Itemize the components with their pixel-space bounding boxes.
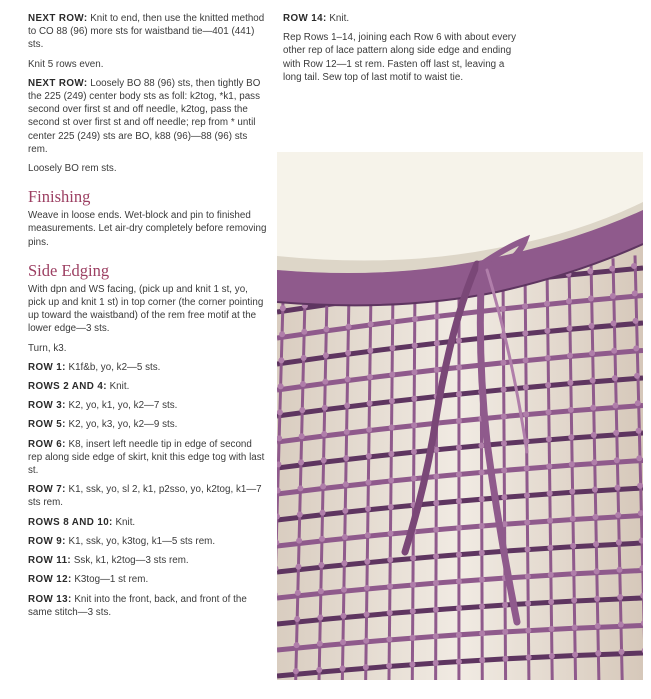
row-text: K3tog—1 st rem. <box>74 574 149 586</box>
lace-knot <box>456 659 462 665</box>
lace-knot <box>344 403 350 409</box>
lace-knot <box>591 459 597 465</box>
lace-knot <box>617 594 623 600</box>
lace-knot <box>434 313 440 319</box>
lace-knot <box>321 457 327 463</box>
lace-knot <box>299 407 305 413</box>
lace-knot <box>592 487 598 493</box>
lace-knot <box>387 557 393 563</box>
lace-knot <box>388 477 394 483</box>
lace-knot <box>410 582 416 588</box>
lace-knot <box>412 316 418 322</box>
lace-knot <box>617 567 623 573</box>
lace-knot <box>346 324 352 330</box>
lace-knot <box>368 321 374 327</box>
lace-knot <box>524 465 530 471</box>
lace-knot <box>479 550 485 556</box>
lace-knot <box>341 587 347 593</box>
lace-knot <box>365 479 371 485</box>
lace-knot <box>410 608 416 614</box>
lace-knot <box>367 374 373 380</box>
right-column <box>283 12 519 90</box>
lace-knot <box>595 650 601 656</box>
lace-knot <box>635 400 641 406</box>
lace-knot <box>433 553 439 559</box>
lace-knot <box>323 352 329 358</box>
lace-knot <box>547 545 553 551</box>
row-label: ROWS 2 AND 4: <box>28 381 107 393</box>
lace-knot <box>456 418 462 424</box>
finishing-heading: Finishing <box>28 187 91 207</box>
lace-knot <box>389 398 395 404</box>
row-text: Knit. <box>115 516 136 528</box>
lace-knot <box>634 373 640 379</box>
lace-knot <box>278 383 284 389</box>
next-row-bo-paragraph <box>28 77 268 156</box>
repeat-paragraph <box>283 31 519 84</box>
lace-knot <box>637 483 643 489</box>
lace-knot <box>433 580 439 586</box>
lace-knot <box>479 496 485 502</box>
lace-knot <box>342 508 348 514</box>
next-row-bo-label: NEXT ROW: <box>28 77 88 89</box>
row-text: K1f&b, yo, k2—5 sts. <box>68 361 161 373</box>
lace-knot <box>500 360 506 366</box>
lace-knot <box>524 519 530 525</box>
lace-knot <box>298 459 304 465</box>
lace-knot <box>571 570 577 576</box>
row-label: ROW 13: <box>28 593 72 605</box>
lace-knot <box>456 632 462 638</box>
lace-knot <box>297 512 303 518</box>
lace-knot <box>296 538 302 544</box>
lace-knot <box>572 652 578 658</box>
row-text: K1, ssk, yo, k3tog, k1—5 sts rem. <box>68 535 216 547</box>
lace-knot <box>323 326 329 332</box>
lace-knot <box>318 588 324 594</box>
lace-knot <box>411 475 417 481</box>
lace-knot <box>545 355 551 361</box>
lace-knot <box>317 614 323 620</box>
lace-knot <box>568 407 574 413</box>
lace-knot <box>320 483 326 489</box>
lace-knot <box>340 613 346 619</box>
lace-knot <box>279 331 285 337</box>
lace-knot <box>295 564 301 570</box>
lace-knot <box>613 402 619 408</box>
lace-knot <box>569 461 575 467</box>
lace-knot <box>479 657 485 663</box>
row-text: Ssk, k1, k2tog—3 sts rem. <box>73 555 189 567</box>
lace-knot <box>618 622 624 628</box>
loosely-bo-text: Loosely BO rem sts. <box>28 163 117 175</box>
lace-knot <box>386 663 392 669</box>
lace-knot <box>593 541 599 547</box>
lace-knot <box>456 471 462 477</box>
lace-knot <box>618 649 624 655</box>
lace-knot <box>456 605 462 611</box>
lace-knot <box>523 357 529 363</box>
row-label: ROWS 8 AND 10: <box>28 516 113 528</box>
lace-knot <box>501 440 507 446</box>
row-label: ROW 11: <box>28 555 72 567</box>
lace-knot <box>569 488 575 494</box>
lace-knot <box>587 268 593 274</box>
lace-knot <box>544 301 550 307</box>
lace-knot <box>411 396 417 402</box>
lace-knot <box>568 434 574 440</box>
lace-knot <box>294 616 300 622</box>
lace-knot <box>567 352 573 358</box>
lace-knot <box>456 445 462 451</box>
lace-knot <box>613 430 619 436</box>
row-text: Knit. <box>109 381 130 393</box>
lace-knot <box>546 409 552 415</box>
lace-knot <box>322 405 328 411</box>
knit-even-text: Knit 5 rows even. <box>28 58 104 70</box>
lace-knot <box>365 506 371 512</box>
lace-knot <box>317 641 323 647</box>
lace-knot <box>342 534 348 540</box>
lace-knot <box>364 611 370 617</box>
lace-knot <box>548 599 554 605</box>
lace-knot <box>549 626 555 632</box>
lace-knot <box>588 323 594 329</box>
lace-knot <box>523 411 529 417</box>
lace-knot <box>545 382 551 388</box>
lace-knot <box>590 405 596 411</box>
lace-knot <box>523 384 529 390</box>
lace-knot <box>502 656 508 662</box>
lace-knot <box>364 585 370 591</box>
lace-knot <box>549 653 555 659</box>
row-instruction <box>28 438 268 478</box>
lace-knot <box>410 555 416 561</box>
lace-knot <box>479 577 485 583</box>
lace-knot <box>525 627 531 633</box>
lace-knot <box>387 610 393 616</box>
lace-knot <box>411 449 417 455</box>
lace-knot <box>387 583 393 589</box>
lace-knot <box>615 512 621 518</box>
lace-knot <box>278 357 284 363</box>
lace-knot <box>345 376 351 382</box>
lace-knot <box>390 319 396 325</box>
lace-knot <box>633 318 639 324</box>
row-label: ROW 1: <box>28 361 66 373</box>
lace-knot <box>479 604 485 610</box>
lace-knot <box>340 665 346 671</box>
lace-knot <box>570 516 576 522</box>
lace-knot <box>522 330 528 336</box>
lace-knot <box>390 345 396 351</box>
next-row-co-paragraph <box>28 12 268 52</box>
lace-knot <box>388 530 394 536</box>
repeat-text: Rep Rows 1–14, joining each Row 6 with about every other rep of lace pattern along side edge and ending with Row 12—1 st rem. Fasten off last st, leaving a long tail. Sew top of last motif to waist tie. <box>283 32 516 83</box>
lace-knot <box>409 661 415 667</box>
lace-knot <box>297 485 303 491</box>
row14-text: Knit. <box>329 13 350 24</box>
lace-knot <box>500 306 506 312</box>
lace-knot <box>316 667 322 673</box>
lace-knot <box>636 428 642 434</box>
row-label: ROW 12: <box>28 574 72 586</box>
lace-knot <box>412 343 418 349</box>
lace-knot <box>524 492 530 498</box>
row-text: K2, yo, k1, yo, k2—7 sts. <box>68 400 178 412</box>
lace-knot <box>433 633 439 639</box>
knit-even-paragraph <box>28 58 268 71</box>
lace-knot <box>546 436 552 442</box>
lace-knot <box>633 345 639 351</box>
lace-knot <box>321 431 327 437</box>
lace-knot <box>456 338 462 344</box>
lace-knot <box>434 367 440 373</box>
lace-knot <box>322 379 328 385</box>
lace-knot <box>612 375 618 381</box>
row-label: ROW 6: <box>28 438 66 450</box>
row-instruction <box>28 483 268 509</box>
lace-knot <box>433 660 439 666</box>
lace-knot <box>345 350 351 356</box>
lace-knot <box>363 638 369 644</box>
lace-knot <box>478 442 484 448</box>
lace-knot <box>411 369 417 375</box>
lace-knot <box>389 424 395 430</box>
lace-knot <box>388 504 394 510</box>
lace-knot <box>501 494 507 500</box>
lace-knot <box>456 525 462 531</box>
lace-knot <box>301 329 307 335</box>
row-label: ROW 5: <box>28 419 66 431</box>
lace-knot <box>433 500 439 506</box>
row14-paragraph <box>283 12 519 25</box>
row-instruction <box>28 361 268 374</box>
lace-knot <box>320 510 326 516</box>
lace-knot <box>525 600 531 606</box>
lace-knot <box>364 559 370 565</box>
row-text: K1, ssk, yo, sl 2, k1, p2sso, yo, k2tog, k1—7 sts rem. <box>28 484 262 509</box>
lace-knot <box>591 432 597 438</box>
lace-knot <box>525 573 531 579</box>
lace-knot <box>616 539 622 545</box>
lace-knot <box>615 485 621 491</box>
lace-knot <box>294 642 300 648</box>
row-instruction <box>28 418 268 431</box>
lace-knot <box>293 668 299 674</box>
next-row-text: Knit to end, then use the knitted method to CO 88 (96) more sts for waistband tie—401 (441) sts. <box>28 13 265 51</box>
lace-knot <box>456 364 462 370</box>
row-label: ROW 9: <box>28 535 66 547</box>
lace-knot <box>501 413 507 419</box>
lace-knot <box>566 298 572 304</box>
lace-knot <box>344 429 350 435</box>
lace-knot <box>636 455 642 461</box>
lace-knot <box>566 325 572 331</box>
row-label: ROW 7: <box>28 484 66 496</box>
turn-paragraph <box>28 342 268 355</box>
row-text: K8, insert left needle tip in edge of second rep along side edge of skirt, knit this edge tog with last st. <box>28 438 265 477</box>
lace-knot <box>522 303 528 309</box>
lace-knot <box>572 624 578 630</box>
lace-knot <box>614 457 620 463</box>
lace-knot <box>388 451 394 457</box>
lace-knot <box>590 377 596 383</box>
lace-knot <box>365 532 371 538</box>
row-text: K2, yo, k3, yo, k2—9 sts. <box>68 419 178 431</box>
lace-knot <box>434 340 440 346</box>
lace-knot <box>547 490 553 496</box>
lace-knot <box>456 552 462 558</box>
lace-knot <box>433 607 439 613</box>
row-instruction <box>28 399 268 412</box>
lace-knot <box>570 543 576 549</box>
lace-knot <box>548 572 554 578</box>
row-instruction <box>28 593 268 619</box>
lace-knot <box>433 527 439 533</box>
lace-knot <box>411 422 417 428</box>
side-edging-heading: Side Edging <box>28 260 110 280</box>
lace-knot <box>277 409 283 415</box>
lace-knot <box>319 536 325 542</box>
lace-knot <box>389 371 395 377</box>
lace-knot <box>366 427 372 433</box>
turn-text: Turn, k3. <box>28 342 67 354</box>
row-text: Knit into the front, back, and front of the same stitch—3 sts. <box>28 593 247 618</box>
lace-knot <box>592 514 598 520</box>
lace-knot <box>594 596 600 602</box>
lace-knot <box>456 578 462 584</box>
lace-knot <box>367 347 373 353</box>
lace-knot <box>300 381 306 387</box>
lace-knot <box>343 455 349 461</box>
lace-knot <box>301 355 307 361</box>
lace-knot <box>479 523 485 529</box>
finishing-paragraph <box>28 209 268 249</box>
row-label: ROW 3: <box>28 400 66 412</box>
next-row-label: NEXT ROW: <box>28 13 88 24</box>
finishing-text: Weave in loose ends. Wet-block and pin to finished measurements. Let air-dry completely before removing pins. <box>28 210 267 248</box>
lace-knot <box>299 433 305 439</box>
lace-knot <box>571 597 577 603</box>
lace-knot <box>367 400 373 406</box>
lace-knot <box>610 293 616 299</box>
lace-knot <box>433 473 439 479</box>
lace-knot <box>363 664 369 670</box>
row14-label: ROW 14: <box>283 13 327 24</box>
lace-knot <box>501 467 507 473</box>
lace-knot <box>479 630 485 636</box>
row-instruction <box>28 554 268 567</box>
lace-knot <box>456 391 462 397</box>
lace-knot <box>456 498 462 504</box>
lace-knot <box>632 290 638 296</box>
lace-knot <box>544 328 550 334</box>
lace-knot <box>594 568 600 574</box>
lace-knot <box>479 469 485 475</box>
lace-knot <box>595 623 601 629</box>
side-edging-intro-text: With dpn and WS facing, (pick up and knit 1 st, yo, pick up and knit 1 st) in top corner (the corner pointing up toward the waistband) of the rem free motif at the lower edge—3 sts. <box>28 283 264 335</box>
lace-knot <box>588 296 594 302</box>
row-instruction <box>28 516 268 529</box>
lace-knot <box>366 453 372 459</box>
lace-skirt-photo-icon <box>277 152 643 680</box>
lace-knot <box>611 348 617 354</box>
lace-knot <box>525 546 531 552</box>
lace-knot <box>609 266 615 272</box>
row-instruction <box>28 573 268 586</box>
lace-knot <box>295 590 301 596</box>
row-instruction <box>28 380 268 393</box>
lace-knot <box>589 350 595 356</box>
row-instruction <box>28 535 268 548</box>
next-row-bo-text: Loosely BO 88 (96) sts, then tightly BO the 225 (249) center body sts as foll: k2tog, *k1, pass second over first st and off needle, k2tog, pass the second st over first st and off needle; rep from * until center 225 (249) sts are BO, k88 (96)—88 (96) sts rem. <box>28 77 261 155</box>
lace-knot <box>318 562 324 568</box>
lace-knot <box>567 380 573 386</box>
lace-knot <box>546 463 552 469</box>
lace-knot <box>611 320 617 326</box>
lace-knot <box>280 305 286 311</box>
lace-knot <box>501 387 507 393</box>
lace-knot <box>631 263 637 269</box>
lace-knot <box>386 636 392 642</box>
lace-knot <box>340 639 346 645</box>
lace-knot <box>410 635 416 641</box>
loosely-bo-paragraph <box>28 162 268 175</box>
lace-knot <box>502 602 508 608</box>
lace-knot <box>547 518 553 524</box>
lace-knot <box>526 654 532 660</box>
left-column <box>28 12 268 625</box>
side-edging-intro <box>28 283 268 336</box>
skirt-illustration <box>277 152 643 680</box>
lace-knot <box>502 629 508 635</box>
lace-knot <box>341 560 347 566</box>
lace-knot <box>343 481 349 487</box>
